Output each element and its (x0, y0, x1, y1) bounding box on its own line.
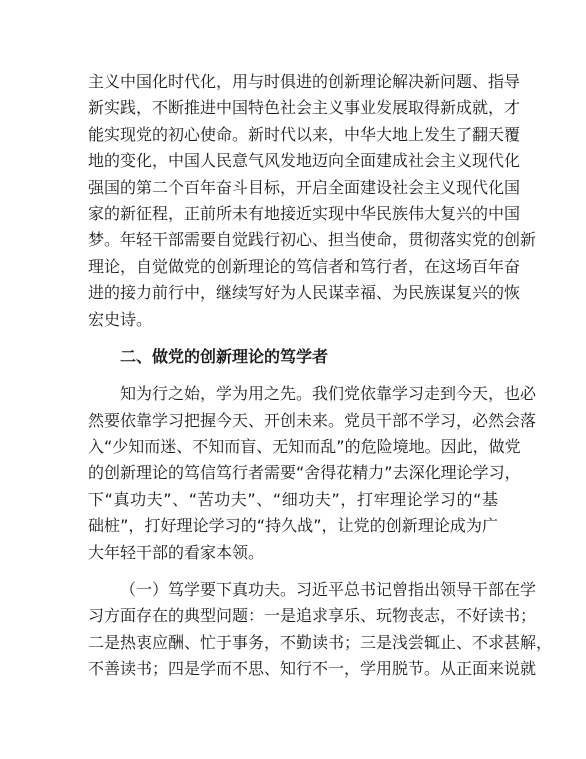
section-heading: 二、做党的创新理论的笃学者 (120, 346, 329, 366)
paragraph (88, 577, 553, 683)
text-line: 二是热衷应酬、忙于事务，不勤读书；三是浅尝辄止、不求甚解， (88, 632, 553, 652)
spacer (88, 566, 498, 577)
text-line: 主义中国化时代化，用与时俱进的创新理论解决新问题、指导 (88, 72, 521, 91)
text-line: 能实现党的初心使命。新时代以来，中华大地上发生了翻天覆 (88, 124, 521, 144)
text-line: 理论，自觉做党的创新理论的笃信者和笃行者，在这场百年奋 (88, 256, 521, 276)
text-line: 的创新理论的笃信笃行者需要“舍得花精力”去深化理论学习， (88, 463, 521, 483)
text-line: 进的接力前行中，继续写好为人民谋幸福、为民族谋复兴的恢 (88, 283, 521, 303)
text-line: 础桩”，打好理论学习的“持久战”，让党的创新理论成为广 (88, 516, 498, 536)
text-line: 宏史诗。 (88, 309, 153, 329)
text-line: 新实践，不断推进中国特色社会主义事业发展取得新成就，才 (88, 98, 521, 118)
spacer (88, 333, 498, 344)
text-line: 然要依靠学习把握今天、开创未来。党员干部不学习，必然会落 (88, 410, 537, 430)
paragraph-continuation (88, 69, 537, 333)
text-line: （一）笃学要下真功夫。习近平总书记曾指出领导干部在学 (120, 580, 537, 600)
text-line: 不善读书；四是学而不思、知行不一，学用脱节。从正面来说就 (88, 659, 537, 679)
paragraph (88, 381, 537, 566)
document-body (88, 69, 553, 683)
text-line: 习方面存在的典型问题：一是追求享乐、玩物丧志，不好读书； (88, 606, 537, 626)
text-line: 家的新征程，正前所未有地接近实现中华民族伟大复兴的中国 (88, 203, 521, 223)
text-line: 知为行之始，学为用之先。我们党依靠学习走到今天，也必 (120, 384, 537, 404)
text-line: 地的变化，中国人民意气风发地迈向全面建成社会主义现代化 (88, 151, 521, 171)
text-line: 入“少知而迷、不知而盲、无知而乱”的危险境地。因此，做党 (88, 437, 521, 457)
text-line: 下“真功夫”、“苦功夫”、“细功夫”，打牢理论学习的“基 (88, 489, 498, 509)
text-line: 强国的第二个百年奋斗目标，开启全面建设社会主义现代化国 (88, 177, 521, 197)
text-line: 梦。年轻干部需要自觉践行初心、担当使命，贯彻落实党的创新 (88, 230, 537, 250)
text-line: 大年轻干部的看家本领。 (88, 542, 265, 562)
spacer (88, 370, 498, 381)
